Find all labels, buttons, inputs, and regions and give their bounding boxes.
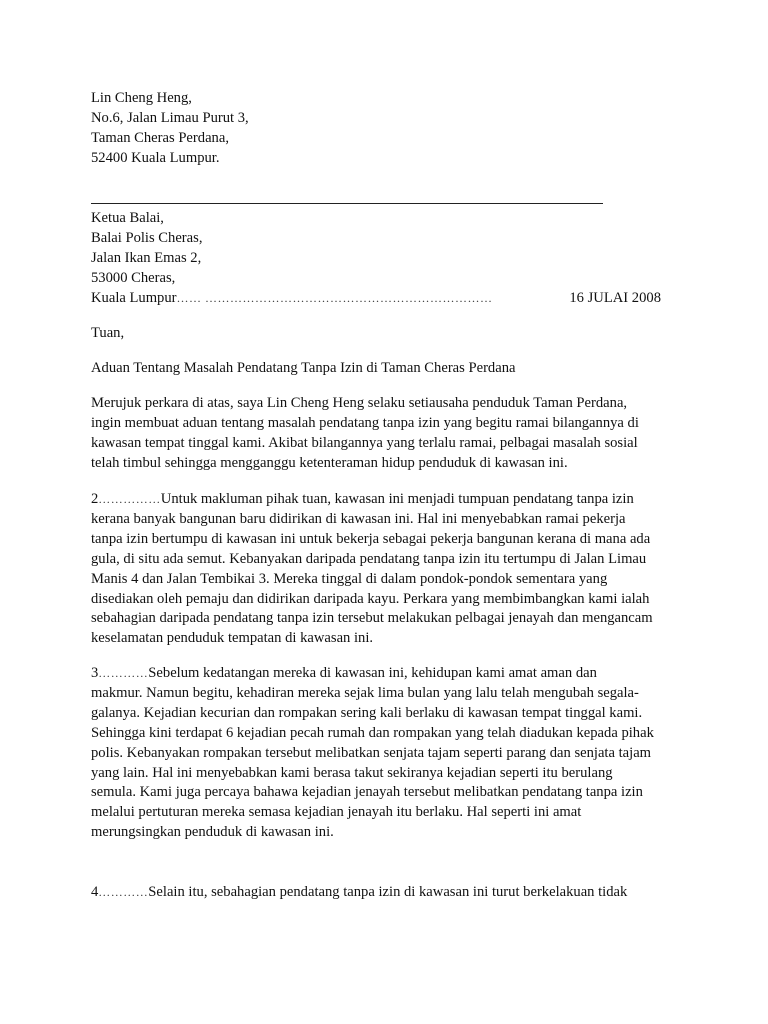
recipient-line: Jalan Ikan Emas 2, [91, 249, 202, 266]
paragraph-number: 4 [91, 884, 99, 900]
paragraph-line: keselamatan penduduk tempatan di kawasan ini. [91, 630, 374, 647]
sender-line: Taman Cheras Perdana, [91, 129, 229, 146]
sender-address [91, 89, 681, 169]
dots-leader: ………… [98, 885, 149, 899]
dots-leader: ………… [98, 666, 149, 680]
dots-leader: …………… [98, 492, 161, 506]
paragraph-number: 2 [91, 491, 99, 507]
salutation: Tuan, [91, 325, 125, 341]
paragraph-line: galanya. Kejadian kecurian dan rompakan sering kali berlaku di kawasan tempat tinggal kami. [91, 704, 643, 721]
paragraph-4 [91, 883, 681, 903]
paragraph-2 [91, 490, 681, 649]
sender-line: Lin Cheng Heng, [91, 90, 192, 106]
paragraph-line: Sebelum kedatangan mereka di kawasan ini, kehidupan kami amat aman dan [148, 665, 597, 681]
recipient-address [91, 209, 681, 289]
paragraph-line: Manis 4 dan Jalan Tembikai 3. Mereka tinggal di dalam pondok-pondok sementara yang [91, 570, 608, 587]
date-line [91, 289, 661, 309]
paragraph-number: 3 [91, 665, 99, 681]
paragraph-line: tanpa izin bertumpu di kawasan ini untuk bekerja sebagai pekerja bangunan kerana di mana ada [91, 530, 651, 547]
paragraph-line: kawasan tempat tinggal kami. Akibat bilangannya yang terlalu ramai, pelbagai masalah sosial [91, 434, 638, 451]
paragraph-line: Untuk makluman pihak tuan, kawasan ini menjadi tumpuan pendatang tanpa izin [160, 491, 634, 507]
paragraph-line: sebahagian daripada pendatang tanpa izin tersebut melakukan pelbagai jenayah dan mengancam [91, 610, 653, 627]
paragraph-line: semula. Kami juga percaya bahawa kejadian jenayah tersebut melibatkan pendatang tanpa izin [91, 784, 643, 801]
date-place: Kuala Lumpur [91, 290, 177, 306]
paragraph-line: telah timbul sehingga mengganggu ketenteraman hidup penduduk di kawasan ini. [91, 454, 568, 471]
sender-line: 52400 Kuala Lumpur. [91, 149, 220, 166]
recipient-line: Balai Polis Cheras, [91, 229, 203, 246]
separator-line [91, 203, 603, 204]
letter-subject: Aduan Tentang Masalah Pendatang Tanpa Izin di Taman Cheras Perdana [91, 360, 516, 376]
paragraph-line: Selain itu, sebahagian pendatang tanpa izin di kawasan ini turut berkelakuan tidak [148, 884, 628, 900]
recipient-line: 53000 Cheras, [91, 269, 176, 286]
paragraph-line: yang lain. Hal ini menyebabkan kami berasa takut sekiranya kejadian seperti itu berulang [91, 764, 613, 781]
paragraph-line: ingin membuat aduan tentang masalah pendatang tanpa izin yang begitu ramai bilangannya di [91, 414, 639, 431]
paragraph-line: gula, di situ ada semut. Kebanyakan daripada pendatang tanpa izin itu tertumpu di Jalan Limau [91, 550, 647, 567]
recipient-line: Ketua Balai, [91, 210, 164, 226]
letter-date: 16 JULAI 2008 [569, 290, 661, 306]
paragraph-line: kerana banyak bangunan baru didirikan di kawasan ini. Hal ini menyebabkan ramai pekerja [91, 510, 626, 527]
paragraph-line: Sehingga kini terdapat 6 kejadian pecah rumah dan rompakan yang telah diadukan kepada pihak [91, 724, 654, 741]
dots-leader: …………………………………………………………… [205, 291, 493, 305]
paragraph-line: makmur. Namun begitu, kehadiran mereka sejak lima bulan yang lalu telah mengubah segala- [91, 684, 639, 701]
paragraph-3 [91, 664, 681, 843]
paragraph-line: merungsingkan penduduk di kawasan ini. [91, 824, 334, 841]
paragraph-line: melalui pertuturan mereka semasa kejadian jenayah itu berlaku. Hal seperti ini amat [91, 804, 582, 821]
paragraph-line: polis. Kebanyakan rompakan tersebut melibatkan senjata tajam seperti parang dan senjata tajam [91, 744, 652, 761]
dots-leader: …… [176, 291, 206, 305]
paragraph-1 [91, 394, 681, 474]
sender-line: No.6, Jalan Limau Purut 3, [91, 109, 249, 126]
paragraph-line: Merujuk perkara di atas, saya Lin Cheng Heng selaku setiausaha penduduk Taman Perdana, [91, 395, 628, 411]
paragraph-line: disediakan oleh pemaju dan didirikan daripada kayu. Perkara yang membimbangkan kami ialah [91, 590, 650, 607]
